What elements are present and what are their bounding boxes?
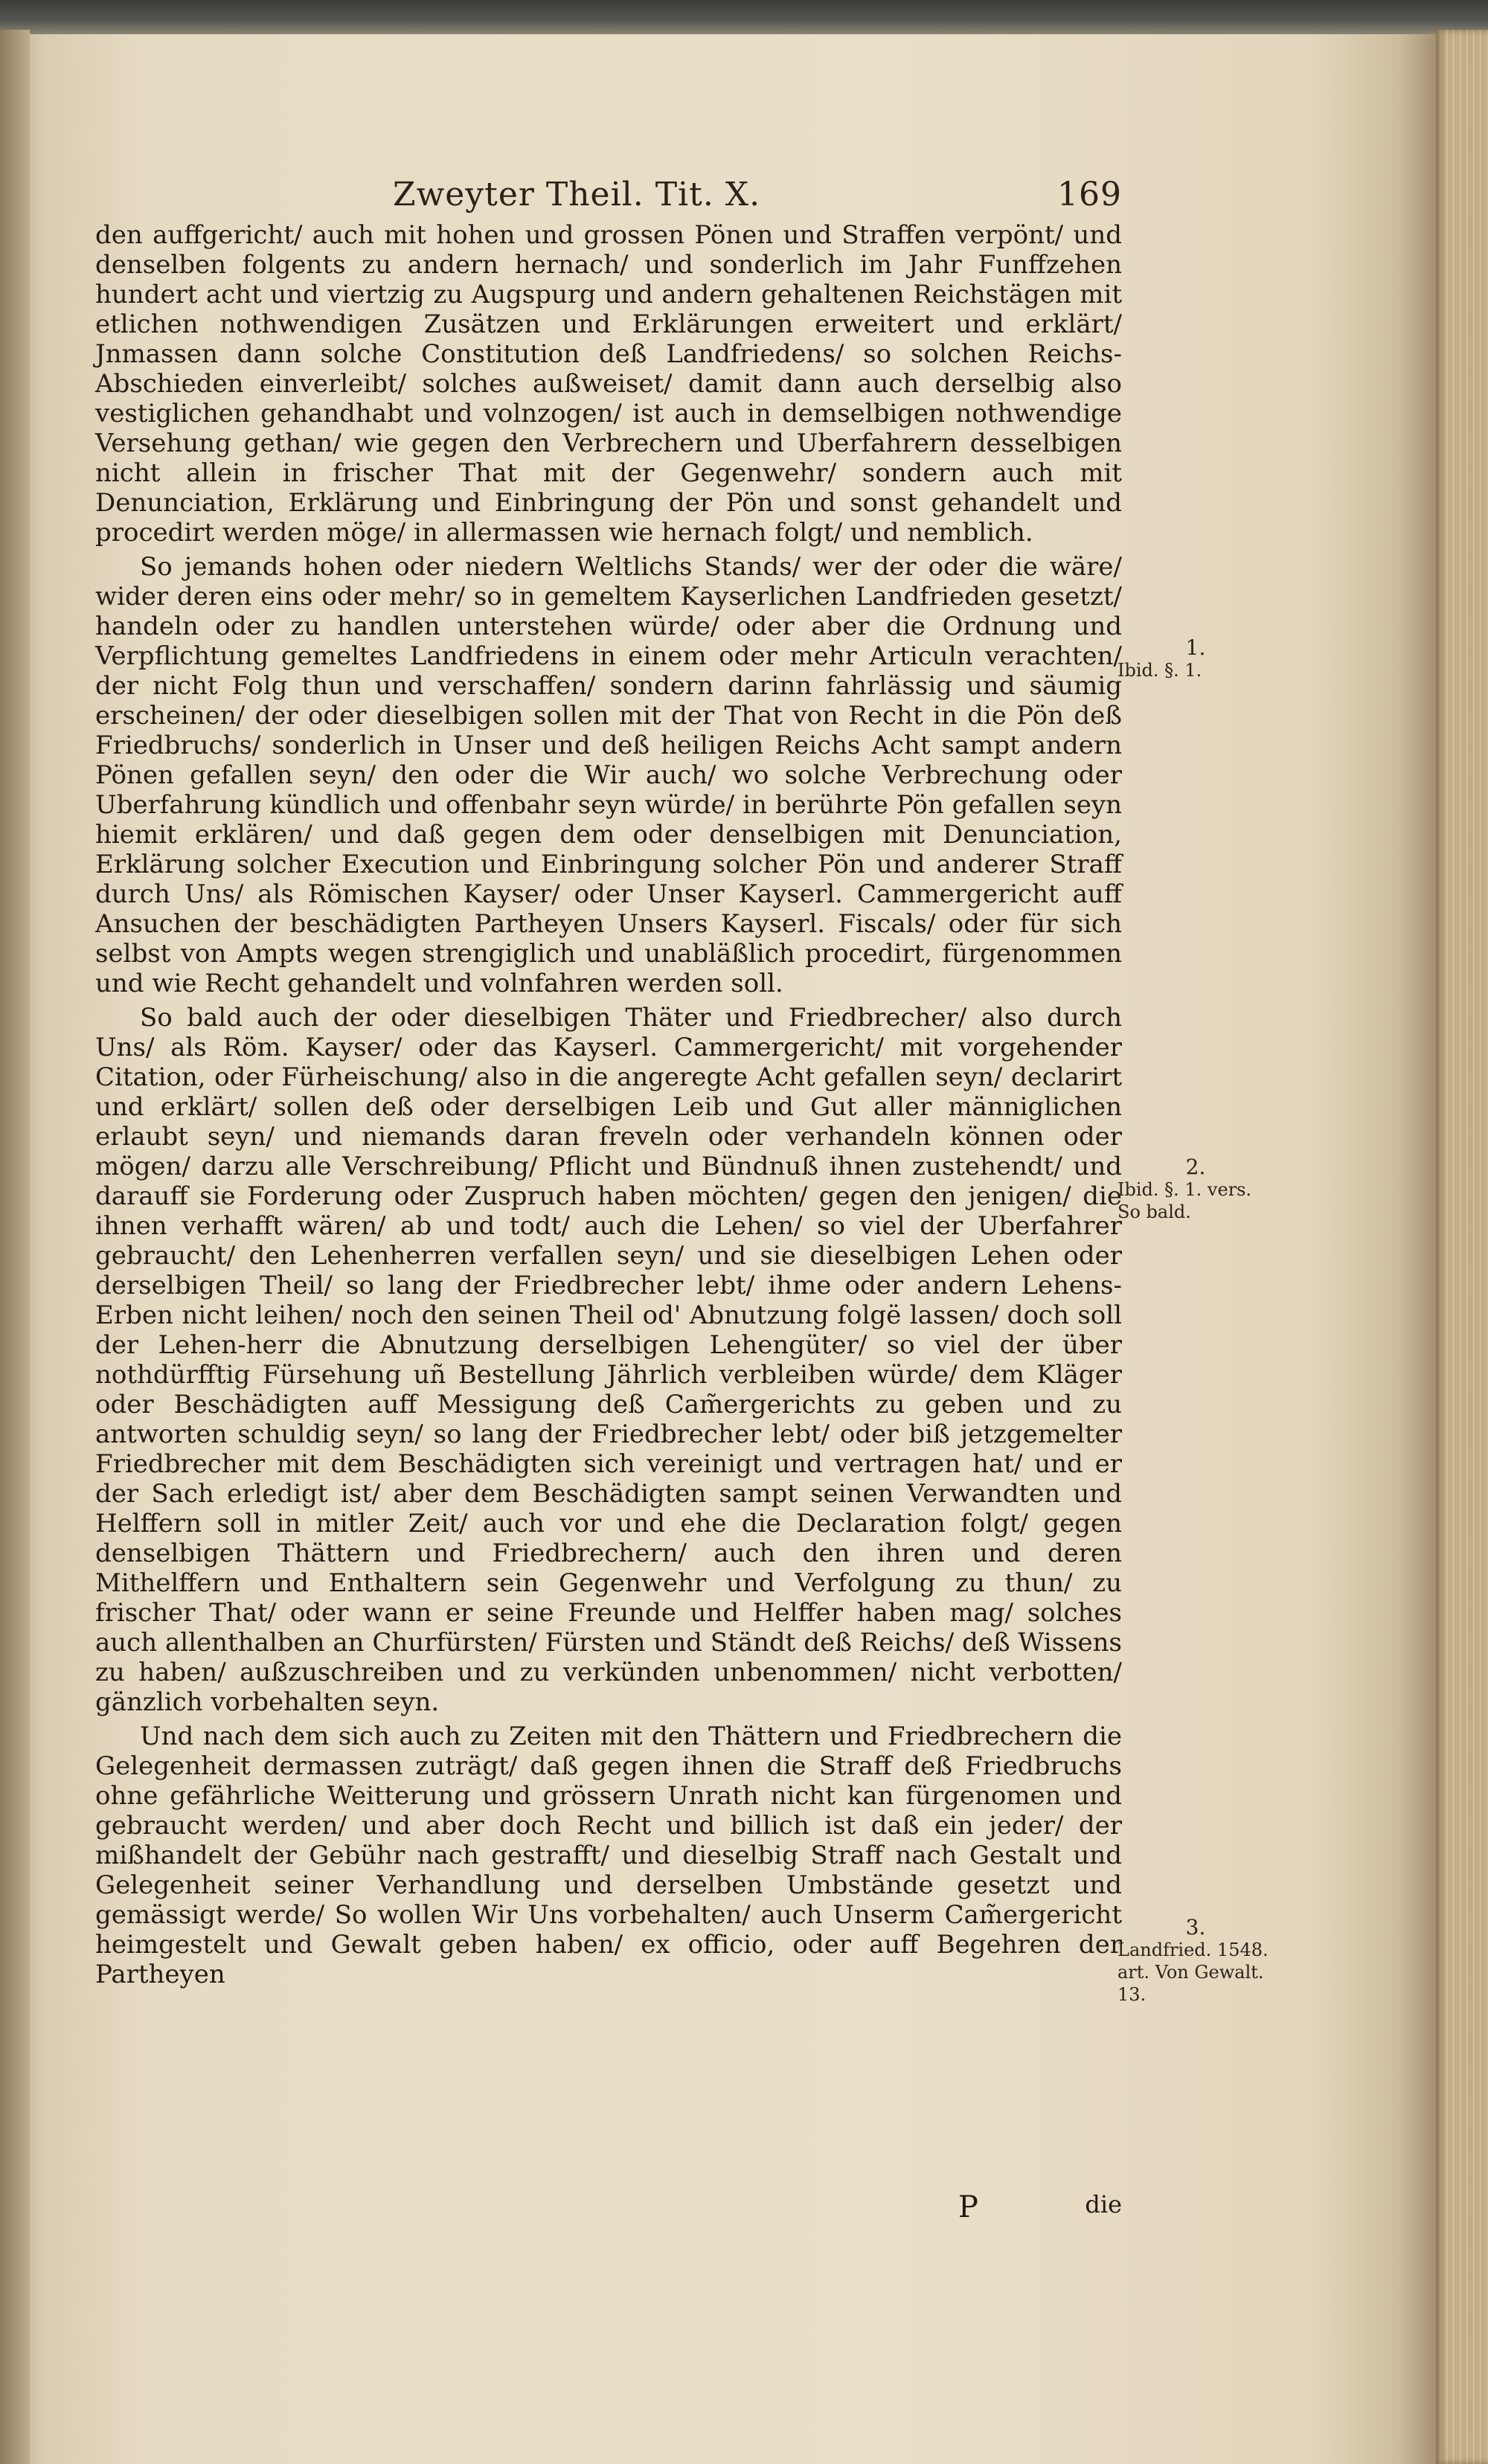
page-header [95,176,1122,220]
paragraph: So bald auch der oder dieselbigen Thäter und Friedbrecher/ also durch Uns/ als Röm. Kayser/ oder das Kayserl. Cammergericht/ mit vorgehender Citation, oder Fürheischung/ also in die angeregte Acht gefallen seyn/ declarirt und erklärt/ sollen deß oder derselbigen Leib und Gut aller männiglichen erlaubt seyn/ und niemands daran freveln oder verhandeln können oder mögen/ darzu alle Verschreibung/ Pflicht und Bündnuß ihnen zustehendt/ und darauff sie Forderung oder Zuspruch haben möchten/ gegen den jenigen/ die ihnen verhafft wären/ ab und todt/ auch die Lehen/ so viel der Uberfahrer gebraucht/ den Lehenherren verfallen seyn/ und sie dieselbigen Lehen oder derselbigen Theil/ so lang der Friedbrecher lebt/ ihme oder andern Lehens-Erben nicht leihen/ noch den seinen Theil od' Abnutzung folgë lassen/ doch soll der Lehen-herr die Abnutzung derselbigen Lehengüter/ so viel der über nothdürfftig Fürsehung uñ Bestellung Jährlich verbleiben würde/ dem Kläger oder Beschädigten auff Messigung deß Cam̃ergerichts zu geben und zu antworten schuldig seyn/ so lang der Friedbrecher lebt/ oder biß jetzgemelter Friedbrecher mit dem Beschädigten sich vereinigt und vertragen hat/ und er der Sach erledigt ist/ aber dem Beschädigten sampt seinen Verwandten und Helffern soll in mitler Zeit/ auch vor und ehe die Declaration folgt/ gegen denselbigen Thättern und Friedbrechern/ auch den ihren und deren Mithelffern und Enthaltern sein Gegenwehr und Verfolgung zu thun/ zu frischer That/ oder wann er seine Freunde und Helffer haben mag/ solches auch allenthalben an Churfürsten/ Fürsten und Ständt deß Reichs/ deß Wissens zu haben/ außzuschreiben und zu verkünden unbenommen/ nicht verbotten/ gänzlich vorbehalten seyn. [95,1003,1122,1717]
margin-note-number: 3. [1185,1915,1206,1940]
page-footer [95,2190,1122,2235]
catchword: die [1085,2190,1122,2218]
faded-bleedthrough [1117,2053,1274,2076]
page-number: 169 [1057,176,1122,214]
body-text [95,220,1122,1994]
margin-note-number: 2. [1185,1155,1206,1179]
paragraph: den auffgericht/ auch mit hohen und grossen Pönen und Straffen verpönt/ und denselben folgents zu andern hernach/ und sonderlich im Jahr Funffzehen hundert acht und viertzig zu Augspurg und andern gehaltenen Reichstägen mit etlichen nothwendigen Zusätzen und Erklärungen erweitert und erklärt/ Jnmassen dann solche Constitution deß Landfriedens/ so solchen Reichs-Abschieden einverleibt/ solches außweiset/ damit dann auch derselbig also vestiglichen gehandhabt und volnzogen/ ist auch in demselbigen nothwendige Versehung gethan/ wie gegen den Verbrechern und Uberfahrern desselbigen nicht allein in frischer That mit der Gegenwehr/ sondern auch mit Denunciation, Erklärung und Einbringung der Pön und sonst gehandelt und procedirt werden möge/ in allermassen wie hernach folgt/ und nemblich. [95,220,1122,548]
margin-note-text: Landfried. 1548. art. Von Gewalt. 13. [1117,1940,1269,2005]
paragraph: Und nach dem sich auch zu Zeiten mit den Thättern und Friedbrechern die Gelegenheit dermassen zuträgt/ daß gegen ihnen die Straff deß Friedbruchs ohne gefährliche Weitterung und grössern Unrath nicht kan fürgenomen und gebraucht werden/ und aber doch Recht und billich ist daß ein jeder/ der mißhandelt der Gebühr nach gestrafft/ und dieselbig Straff nach Gestalt und Gelegenheit seiner Verhandlung und derselben Umbstände gesetzt und gemässigt werde/ So wollen Wir Uns vorbehalten/ auch Unserm Cam̃ergericht heimgestelt und Gewalt geben haben/ ex officio, oder auff Begehren der Partheyen [95,1722,1122,1989]
margin-note [1117,1156,1274,1223]
margin-note [1117,637,1274,681]
margin-note-number: 1. [1185,635,1206,660]
margin-note-text: Ibid. §. 1. [1117,660,1202,681]
scanner-top-band [0,0,1488,34]
binding-gutter [0,30,30,2464]
margin-note-text: Ibid. §. 1. vers. So bald. [1117,1179,1252,1222]
running-head: Zweyter Theil. Tit. X. [393,176,761,214]
paragraph: So jemands hohen oder niedern Weltlichs Stands/ wer der oder die wäre/ wider deren eins oder mehr/ so in gemeltem Kayserlichen Landfrieden gesetzt/ handeln oder zu handlen unterstehen würde/ oder aber die Ordnung und Verpflichtung gemeltes Landfriedens in einem oder mehr Articuln verachten/ der nicht Folg thun und verschaffen/ sondern darinn fahrlässig und säumig erscheinen/ der oder dieselbigen sollen mit der That von Recht in die Pön deß Friedbruchs/ sonderlich in Unser und deß heiligen Reichs Acht sampt andern Pönen gefallen seyn/ den oder die Wir auch/ wo solche Verbrechung oder Uberfahrung kündlich und offenbahr seyn würde/ in berührte Pön gefallen seyn hiemit erklären/ und daß gegen dem oder denselbigen mit Denunciation, Erklärung solcher Execution und Einbringung solcher Pön und anderer Straff durch Uns/ als Römischen Kayser/ oder Unser Kayserl. Cammergericht auff Ansuchen der beschädigten Partheyen Unsers Kayserl. Fiscals/ oder für sich selbst von Ampts wegen strengiglich und unabläßlich procedirt, fürgenommen und wie Recht gehandelt und volnfahren werden soll. [95,552,1122,998]
signature-mark: P [958,2190,978,2224]
margin-note [1117,1916,1274,2006]
book-fore-edge [1436,30,1488,2464]
